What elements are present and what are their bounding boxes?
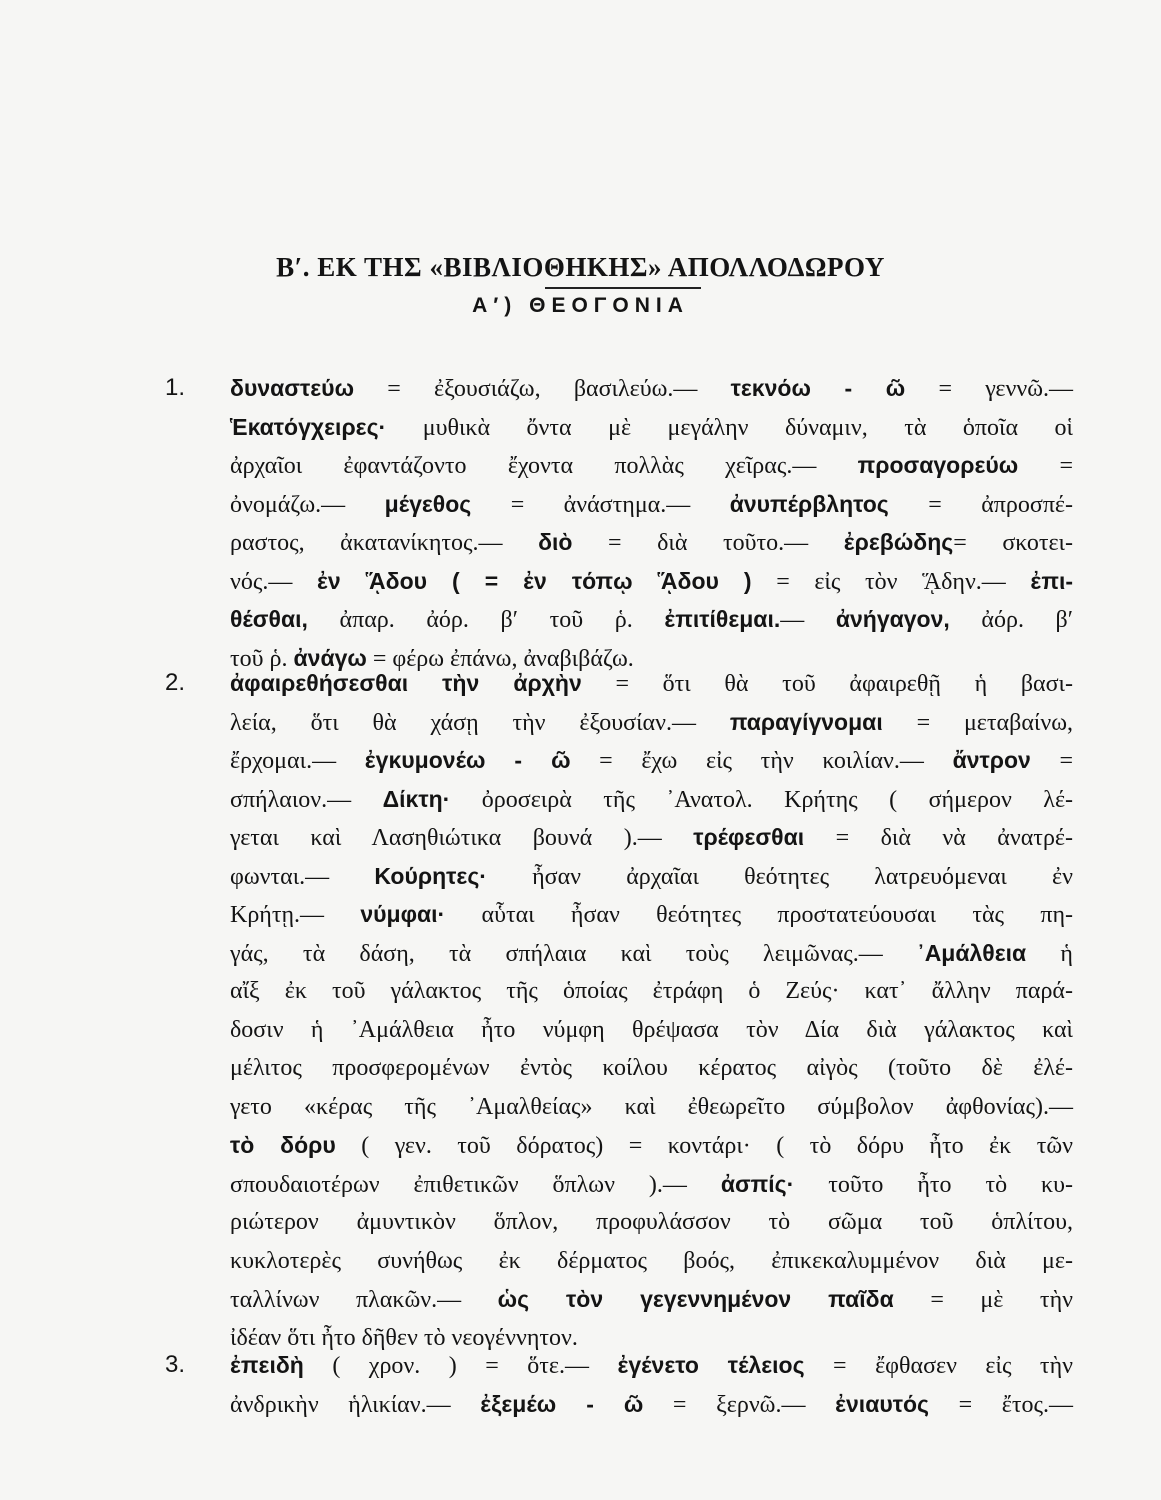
glossary-term: θέσθαι,: [230, 606, 308, 632]
definition-text: = μὲ τὴν: [893, 1287, 1073, 1313]
definition-text: = μεταβαίνω,: [882, 709, 1073, 736]
definition-text: = ἀνάστημα.—: [471, 491, 730, 518]
text-line: [230, 741, 1073, 780]
text-line: [230, 895, 1073, 934]
glossary-term: ἀνάγω: [293, 644, 367, 671]
definition-text: = ἀπροσπέ-: [888, 491, 1074, 518]
definition-text: = εἰς τὸν ᾍδην.—: [751, 568, 1031, 595]
text-line: [230, 1049, 1073, 1088]
definition-text: μέλιτος προσφερομένων ἐντὸς κοίλου κέρατος αἰγὸς (τοῦτο δὲ ἐλέ-: [230, 1055, 1073, 1081]
glossary-term: ἐνιαυτός: [835, 1390, 929, 1417]
definition-text: ἀρχαῖοι ἐφαντάζοντο ἔχοντα πολλὰς χεῖρας.—: [230, 453, 858, 479]
glossary-term: ᾿Αμάλθεια: [917, 939, 1027, 966]
text-line: [230, 818, 1073, 857]
glossary-term: Δίκτη·: [382, 785, 451, 812]
text-line: [230, 1346, 1073, 1385]
definition-text: = γεννῶ.—: [905, 376, 1073, 402]
text-line: [230, 1280, 1073, 1319]
entry-number: 2.: [165, 669, 186, 696]
glossary-term: ἀφαιρεθήσεσθαι τὴν ἀρχὴν: [230, 670, 582, 696]
definition-text: ὀροσειρὰ τῆς ᾿Ανατολ. Κρήτης ( σήμερον λέ-: [450, 786, 1074, 813]
text-line: [230, 1203, 1073, 1242]
text-line: [230, 485, 1073, 524]
entry-number: 1.: [165, 374, 186, 401]
glossary-term: παραγίγνομαι: [729, 708, 883, 735]
text-line: [230, 1088, 1073, 1127]
definition-text: αἴξ ἐκ τοῦ γάλακτος τῆς ὁποίας ἐτράφη ὁ Ζεύς· κατ᾿ ἄλλην παρά-: [230, 978, 1073, 1004]
definition-text: = ξερνῶ.—: [643, 1391, 836, 1418]
glossary-term: δυναστεύω: [230, 375, 354, 401]
definition-text: ἀπαρ. ἀόρ. β′ τοῦ ῥ.: [307, 607, 665, 633]
glossary-term: ἐπειδὴ: [230, 1352, 304, 1378]
entry-number: 3.: [165, 1351, 186, 1378]
entry-text: [230, 1346, 1073, 1423]
definition-text: = διὰ τοῦτο.—: [572, 530, 844, 556]
definition-text: δοσιν ἡ ᾿Αμάλθεια ἦτο νύμφη θρέψασα τὸν Δία διὰ γάλακτος καὶ: [230, 1016, 1073, 1043]
definition-text: = σκοτει-: [953, 530, 1073, 556]
text-line: [230, 1126, 1073, 1165]
glossary-term: τεκνόω - ῶ: [730, 375, 906, 401]
definition-text: =: [1030, 748, 1074, 774]
definition-text: = ἐξουσιάζω, βασιλεύω.—: [354, 376, 731, 402]
definition-text: ἀνδρικὴν ἡλικίαν.—: [230, 1391, 481, 1418]
definition-text: ριώτερον ἀμυντικὸν ὅπλον, προφυλάσσον τὸ σῶμα τοῦ ὁπλίτου,: [230, 1209, 1073, 1235]
glossary-term: τὸ δόρυ: [230, 1132, 336, 1158]
definition-text: σπουδαιοτέρων ἐπιθετικῶν ὅπλων ).—: [230, 1171, 721, 1198]
title-divider: [545, 287, 701, 289]
text-line: [230, 1011, 1073, 1050]
definition-text: γετο «κέρας τῆς ᾿Αμαλθείας» καὶ ἐθεωρεῖτο σύμβολον ἀφθονίας).—: [230, 1093, 1073, 1120]
definition-text: ἦσαν ἀρχαῖαι θεότητες λατρευόμεναι ἐν: [486, 863, 1073, 890]
text-line: [230, 857, 1073, 896]
text-line: [230, 664, 1073, 703]
glossary-term: ἐπι-: [1030, 567, 1073, 594]
definition-text: ( χρον. ) = ὅτε.—: [303, 1353, 618, 1379]
glossary-term: ἐγκυμονέω - ῶ: [364, 747, 571, 773]
definition-text: φωνται.—: [230, 863, 375, 890]
glossary-term: ἀνυπέρβλητος: [729, 490, 889, 517]
definition-text: = ἔχω εἰς τὴν κοιλίαν.—: [570, 748, 953, 774]
text-line: [230, 523, 1073, 562]
glossary-term: ἄντρον: [952, 747, 1031, 773]
glossary-term: ἐρεβώδης: [843, 529, 954, 555]
definition-text: ταλλίνων πλακῶν.—: [230, 1287, 498, 1313]
definition-text: —: [780, 607, 836, 633]
glossary-term: τρέφεσθαι: [693, 824, 805, 850]
definition-text: τοῦ ῥ.: [230, 645, 294, 672]
glossary-term: Ἑκατόγχειρες·: [230, 413, 387, 440]
definition-text: γάς, τὰ δάση, τὰ σπήλαια καὶ τοὺς λειμῶνας.—: [230, 940, 918, 967]
text-line: [230, 562, 1073, 601]
text-line: [230, 408, 1073, 447]
definition-text: =: [1018, 453, 1073, 479]
glossary-term: ἀσπίς·: [720, 1170, 795, 1197]
text-line: [230, 600, 1073, 639]
definition-text: ἔρχομαι.—: [230, 748, 365, 774]
definition-text: Κρήτῃ.—: [230, 902, 361, 928]
glossary-term: μέγεθος: [384, 490, 472, 517]
chapter-title: Β′. ΕΚ ΤΗΣ «ΒΙΒΛΙΟΘΗΚΗΣ» ΑΠΟΛΛΟΔΩΡΟΥ: [276, 252, 885, 282]
glossary-term: προσαγορεύω: [857, 452, 1019, 478]
definition-text: αὗται ἦσαν θεότητες προστατεύουσαι τὰς πη-: [445, 902, 1073, 928]
section-subtitle: Α′) ΘΕΟΓΟΝΙΑ: [472, 294, 689, 317]
text-line: [230, 1385, 1073, 1424]
text-line: [230, 1165, 1073, 1204]
definition-text: λεία, ὅτι θὰ χάσῃ τὴν ἐξουσίαν.—: [230, 709, 730, 736]
definition-text: = ὅτι θὰ τοῦ ἀφαιρεθῇ ἡ βασι-: [581, 671, 1073, 697]
entry-text: [230, 369, 1073, 677]
glossary-term: ἀνήγαγον,: [835, 606, 950, 632]
glossary-term: νύμφαι·: [360, 901, 446, 927]
text-line: [230, 972, 1073, 1011]
definition-text: ( γεν. τοῦ δόρατος) = κοντάρι· ( τὸ δόρυ ἦτο ἐκ τῶν: [335, 1133, 1073, 1159]
definition-text: νός.—: [230, 568, 317, 595]
text-line: [230, 934, 1073, 973]
text-line: [230, 780, 1073, 819]
text-line: [230, 446, 1073, 485]
definition-text: ραστος, ἀκατανίκητος.—: [230, 530, 539, 556]
definition-text: = ἔτος.—: [929, 1391, 1073, 1418]
text-line: [230, 1242, 1073, 1281]
definition-text: ἀόρ. β′: [949, 607, 1074, 633]
definition-text: = φέρω ἐπάνω, ἀναβιβάζω.: [366, 645, 634, 672]
definition-text: ἡ: [1026, 940, 1073, 967]
definition-text: = ἔφθασεν εἰς τὴν: [804, 1353, 1073, 1379]
glossary-term: ὡς τὸν γεγεννημένον παῖδα: [497, 1286, 894, 1312]
definition-text: ἰδέαν ὅτι ἦτο δῆθεν τὸ νεογέννητον.: [230, 1324, 578, 1351]
definition-text: μυθικὰ ὄντα μὲ μεγάλην δύναμιν, τὰ ὁποῖα οἱ: [386, 414, 1073, 441]
glossary-term: ἐν ᾍδου ( = ἐν τόπῳ ᾍδου ): [316, 567, 752, 594]
glossary-term: Κούρητες·: [374, 862, 487, 889]
text-line: [230, 703, 1073, 742]
definition-text: σπήλαιον.—: [230, 786, 383, 813]
definition-text: κυκλοτερὲς συνήθως ἐκ δέρματος βοός, ἐπικεκαλυμμένον διὰ με-: [230, 1247, 1073, 1274]
text-line: [230, 369, 1073, 408]
glossary-term: ἐγένετο τέλειος: [617, 1352, 805, 1378]
definition-text: τοῦτο ἦτο τὸ κυ-: [794, 1171, 1074, 1198]
glossary-term: ἐπιτίθεμαι.: [664, 606, 781, 632]
definition-text: γεται καὶ Λασηθιώτικα βουνά ).—: [230, 825, 694, 851]
glossary-term: διὸ: [538, 529, 573, 555]
entry-text: [230, 664, 1073, 1357]
glossary-term: ἐξεμέω - ῶ: [480, 1390, 644, 1417]
definition-text: ὀνομάζω.—: [230, 491, 385, 518]
definition-text: = διὰ νὰ ἀνατρέ-: [804, 825, 1073, 851]
